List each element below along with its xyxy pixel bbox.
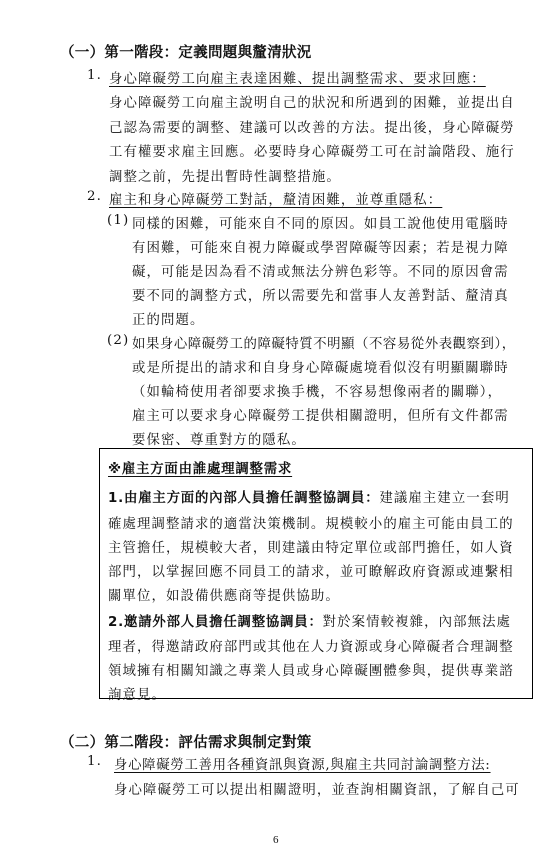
paragraph-line: 確處理調整請求的適當決策機制。規模較小的雇主可能由員工的 xyxy=(108,517,514,532)
paragraph-line: 己認為需要的調整、建議可以改善的方法。提出後，身心障礙勞 xyxy=(109,121,515,136)
item-title: 身心障礙勞工向雇主表達困難、提出調整需求、要求回應： xyxy=(109,72,486,87)
paragraph-line: 關單位，如設備供應商等提供協助。 xyxy=(108,589,340,604)
paragraph-line: 或是所提出的請求和自身身心障礙處境看似沒有明顯關聯時 xyxy=(132,361,509,376)
paragraph-line: 有困難，可能來自視力障礙或學習障礙等因素；若是視力障 xyxy=(132,241,509,256)
paragraph-line: 工有權要求雇主回應。必要時身心障礙勞工可在討論階段、施行 xyxy=(109,145,515,160)
item-number: 2. xyxy=(87,189,102,204)
paragraph-line: 理者，得邀請政府部門或其他在人力資源或身心障礙者合理調整 xyxy=(108,640,514,655)
sub-item-number: (1) xyxy=(107,213,130,228)
paragraph-line: 對於案情較複雜，內部無法處 xyxy=(322,615,512,630)
paragraph-line: 如果身心障礙勞工的障礙特質不明顯（不容易從外表觀察到）， xyxy=(132,337,516,352)
paragraph-line: 礙，可能是因為看不清或無法分辨色彩等。不同的原因會需 xyxy=(132,265,509,280)
paragraph-line: 正的問題。 xyxy=(132,313,205,328)
section-heading-stage-1: （一）第一階段：定義問題與釐清狀況 xyxy=(60,45,312,61)
paragraph-line: （如輪椅使用者卻要求換手機，不容易想像兩者的關聯）， xyxy=(132,385,503,400)
item-number: 1. xyxy=(87,754,102,769)
item-number: 1. xyxy=(87,68,102,83)
paragraph-line: 同樣的困難，可能來自不同的原因。如員工說他使用電腦時 xyxy=(132,217,509,232)
note-paragraph-first-line xyxy=(108,487,510,506)
paragraph-line: 身心障礙勞工可以提出相關證明，並查詢相關資訊，了解自己可 xyxy=(114,783,520,798)
section-heading-stage-2: （二）第二階段：評估需求與制定對策 xyxy=(60,735,312,751)
item-title: 身心障礙勞工善用各種資訊與資源,與雇主共同討論調整方法: xyxy=(114,758,491,773)
item-title: 雇主和身心障礙勞工對話，釐清困難，並尊重隱私： xyxy=(109,193,443,208)
note-box-title: ※雇主方面由誰處理調整需求 xyxy=(108,462,293,477)
paragraph-line: 詢意見。 xyxy=(108,688,166,703)
paragraph-line: 部門，以掌握回應不同員工的請求，並可瞭解政府資源或連繫相 xyxy=(108,565,514,580)
paragraph-line: 建議雇主建立一套明 xyxy=(379,491,510,506)
page-number: 6 xyxy=(273,834,279,846)
paragraph-line: 調整之前，先提出暫時性調整措施。 xyxy=(109,170,341,185)
paragraph-line: 身心障礙勞工向雇主說明自己的狀況和所遇到的困難，並提出自 xyxy=(109,96,515,111)
paragraph-line: 要不同的調整方式，所以需要先和當事人友善對話、釐清真 xyxy=(132,289,509,304)
paragraph-line: 領域擁有相關知識之專業人員或身心障礙團體參與，提供專業諮 xyxy=(108,664,514,679)
sub-item-number: (2) xyxy=(107,333,130,348)
paragraph-line: 主管擔任，規模較大者，則建議由特定單位或部門擔任，如人資 xyxy=(108,541,514,556)
note-lead-internal-coordinator: 1.由雇主方面的內部人員擔任調整協調員： xyxy=(108,491,380,506)
note-lead-external-coordinator: 2.邀請外部人員擔任調整協調員： xyxy=(108,615,323,630)
note-paragraph-first-line xyxy=(108,611,511,630)
paragraph-line: 雇主可以要求身心障礙勞工提供相關證明，但所有文件都需 xyxy=(132,409,509,424)
paragraph-line: 要保密、尊重對方的隱私。 xyxy=(132,433,306,448)
